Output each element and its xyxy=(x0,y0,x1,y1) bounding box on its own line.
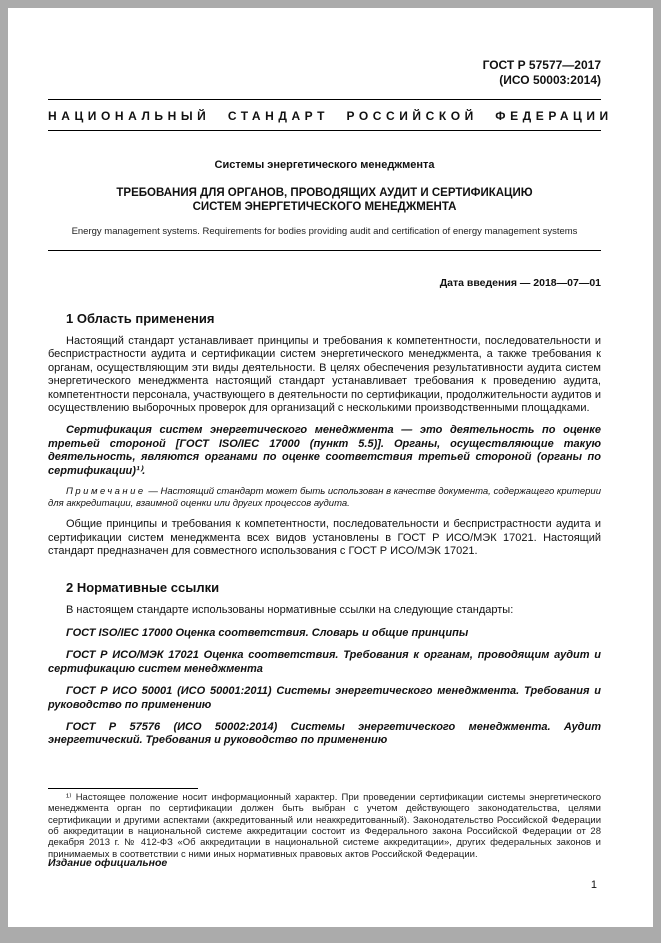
footnote-marker: ¹⁾ xyxy=(66,791,76,803)
scope-paragraph-1: Настоящий стандарт устанавливает принципы и требования к компетентности, последовательности и беспристрастности аудита и сертификации систем энергетического менеджмента, а также требования к органам, осуществляющим эти виды деятельности. В целях обеспечения результативности аудита систем энергетического менеджмента настоящий стандарт устанавливает требования к проведению аудита, компетентности персонала, участвующего в деятельности по сертификации, продолжительности аудитов и осуществлению выборочных проверок для организаций с несколькими производственными площадками. xyxy=(48,335,601,415)
standard-title-line1: ТРЕБОВАНИЯ ДЛЯ ОРГАНОВ, ПРОВОДЯЩИХ АУДИТ И СЕРТИФИКАЦИЮ xyxy=(116,187,533,199)
footnote-separator xyxy=(48,788,198,789)
references-list xyxy=(48,604,601,747)
reference-item: ГОСТ Р ИСО/МЭК 17021 Оценка соответствия. Требования к органам, проводящим аудит и сертификацию систем менеджмента xyxy=(48,649,601,675)
header-rule-top xyxy=(48,99,601,100)
section-1-heading: 1 Область применения xyxy=(66,311,215,326)
footnote-body: Настоящее положение носит информационный характер. При проведении сертификации системы энергетического менеджмента орган по сертификации должен быть выбран с учетом действующего законодательства, целями сертификации и другими аспектами (аккредитованный или неаккредитованный). Законодательство Российской Федерации об аккредитации в национальной системе аккредитации состоит из Федерального закона Российской Федерации от 28 декабря 2013 г. № 412-ФЗ «Об аккредитации в национальной системе аккредитации», других федеральных законов и принимаемых в соответствии с ними иных нормативных правовых актов Российской Федерации. xyxy=(48,791,601,860)
page-number: 1 xyxy=(590,879,597,891)
edition-label: Издание официальное xyxy=(48,857,168,869)
national-standard-heading: НАЦИОНАЛЬНЫЙ СТАНДАРТ РОССИЙСКОЙ ФЕДЕРАЦИИ xyxy=(48,109,613,123)
section-2-heading: 2 Нормативные ссылки xyxy=(66,580,220,596)
reference-item: ГОСТ Р ИСО 50001 (ИСО 50001:2011) Системы энергетического менеджмента. Требования и руководство по применению xyxy=(48,685,601,711)
note-label: Примечание xyxy=(66,486,146,498)
footnote-block xyxy=(48,788,601,860)
header-rule-bottom xyxy=(48,130,601,131)
reference-item: ГОСТ ISO/IEC 17000 Оценка соответствия. Словарь и общие принципы xyxy=(66,626,469,639)
standard-title xyxy=(48,186,601,214)
effective-date: Дата введения — 2018—07—01 xyxy=(439,277,601,289)
scope-note xyxy=(48,486,601,509)
doc-number-line1: ГОСТ Р 57577—2017 xyxy=(482,58,601,72)
scope-paragraph-2: Сертификация систем энергетического менеджмента — это деятельность по оценке третьей стороной [ГОСТ ISO/IEC 17000 (пункт 5.5)]. Органы, осуществляющие такую деятельность, являются органами по оценке соответствия третьей стороной (органы по сертификации)¹⁾. xyxy=(48,424,601,477)
scope-paragraph-3: Общие принципы и требования к компетентности, последовательности и беспристрастности аудита и сертификации систем менеджмента всех видов установлены в ГОСТ Р ИСО/МЭК 17021. Настоящий стандарт предназначен для совместного использования с ГОСТ Р ИСО/МЭК 17021. xyxy=(48,518,601,558)
note-text: — Настоящий стандарт может быть использован в качестве документа, содержащего критерии для аккредитации, взаимной оценки или других процессов аудита. xyxy=(48,486,601,509)
doc-number-line2: (ИСО 50003:2014) xyxy=(499,73,601,87)
title-block-rule xyxy=(48,250,601,251)
standard-title-english: Energy management systems. Requirements for bodies providing audit and certification of energy management systems xyxy=(71,226,578,237)
document-page xyxy=(8,8,653,927)
references-intro: В настоящем стандарте использованы нормативные ссылки на следующие стандарты: xyxy=(66,604,514,617)
standard-title-line2: СИСТЕМ ЭНЕРГЕТИЧЕСКОГО МЕНЕДЖМЕНТА xyxy=(192,201,457,213)
standard-subject: Системы энергетического менеджмента xyxy=(214,159,435,171)
doc-number-block xyxy=(48,58,601,88)
reference-item: ГОСТ Р 57576 (ИСО 50002:2014) Системы энергетического менеджмента. Аудит энергетический. Требования и руководство по применению xyxy=(48,720,601,747)
footnote-text xyxy=(48,792,601,860)
